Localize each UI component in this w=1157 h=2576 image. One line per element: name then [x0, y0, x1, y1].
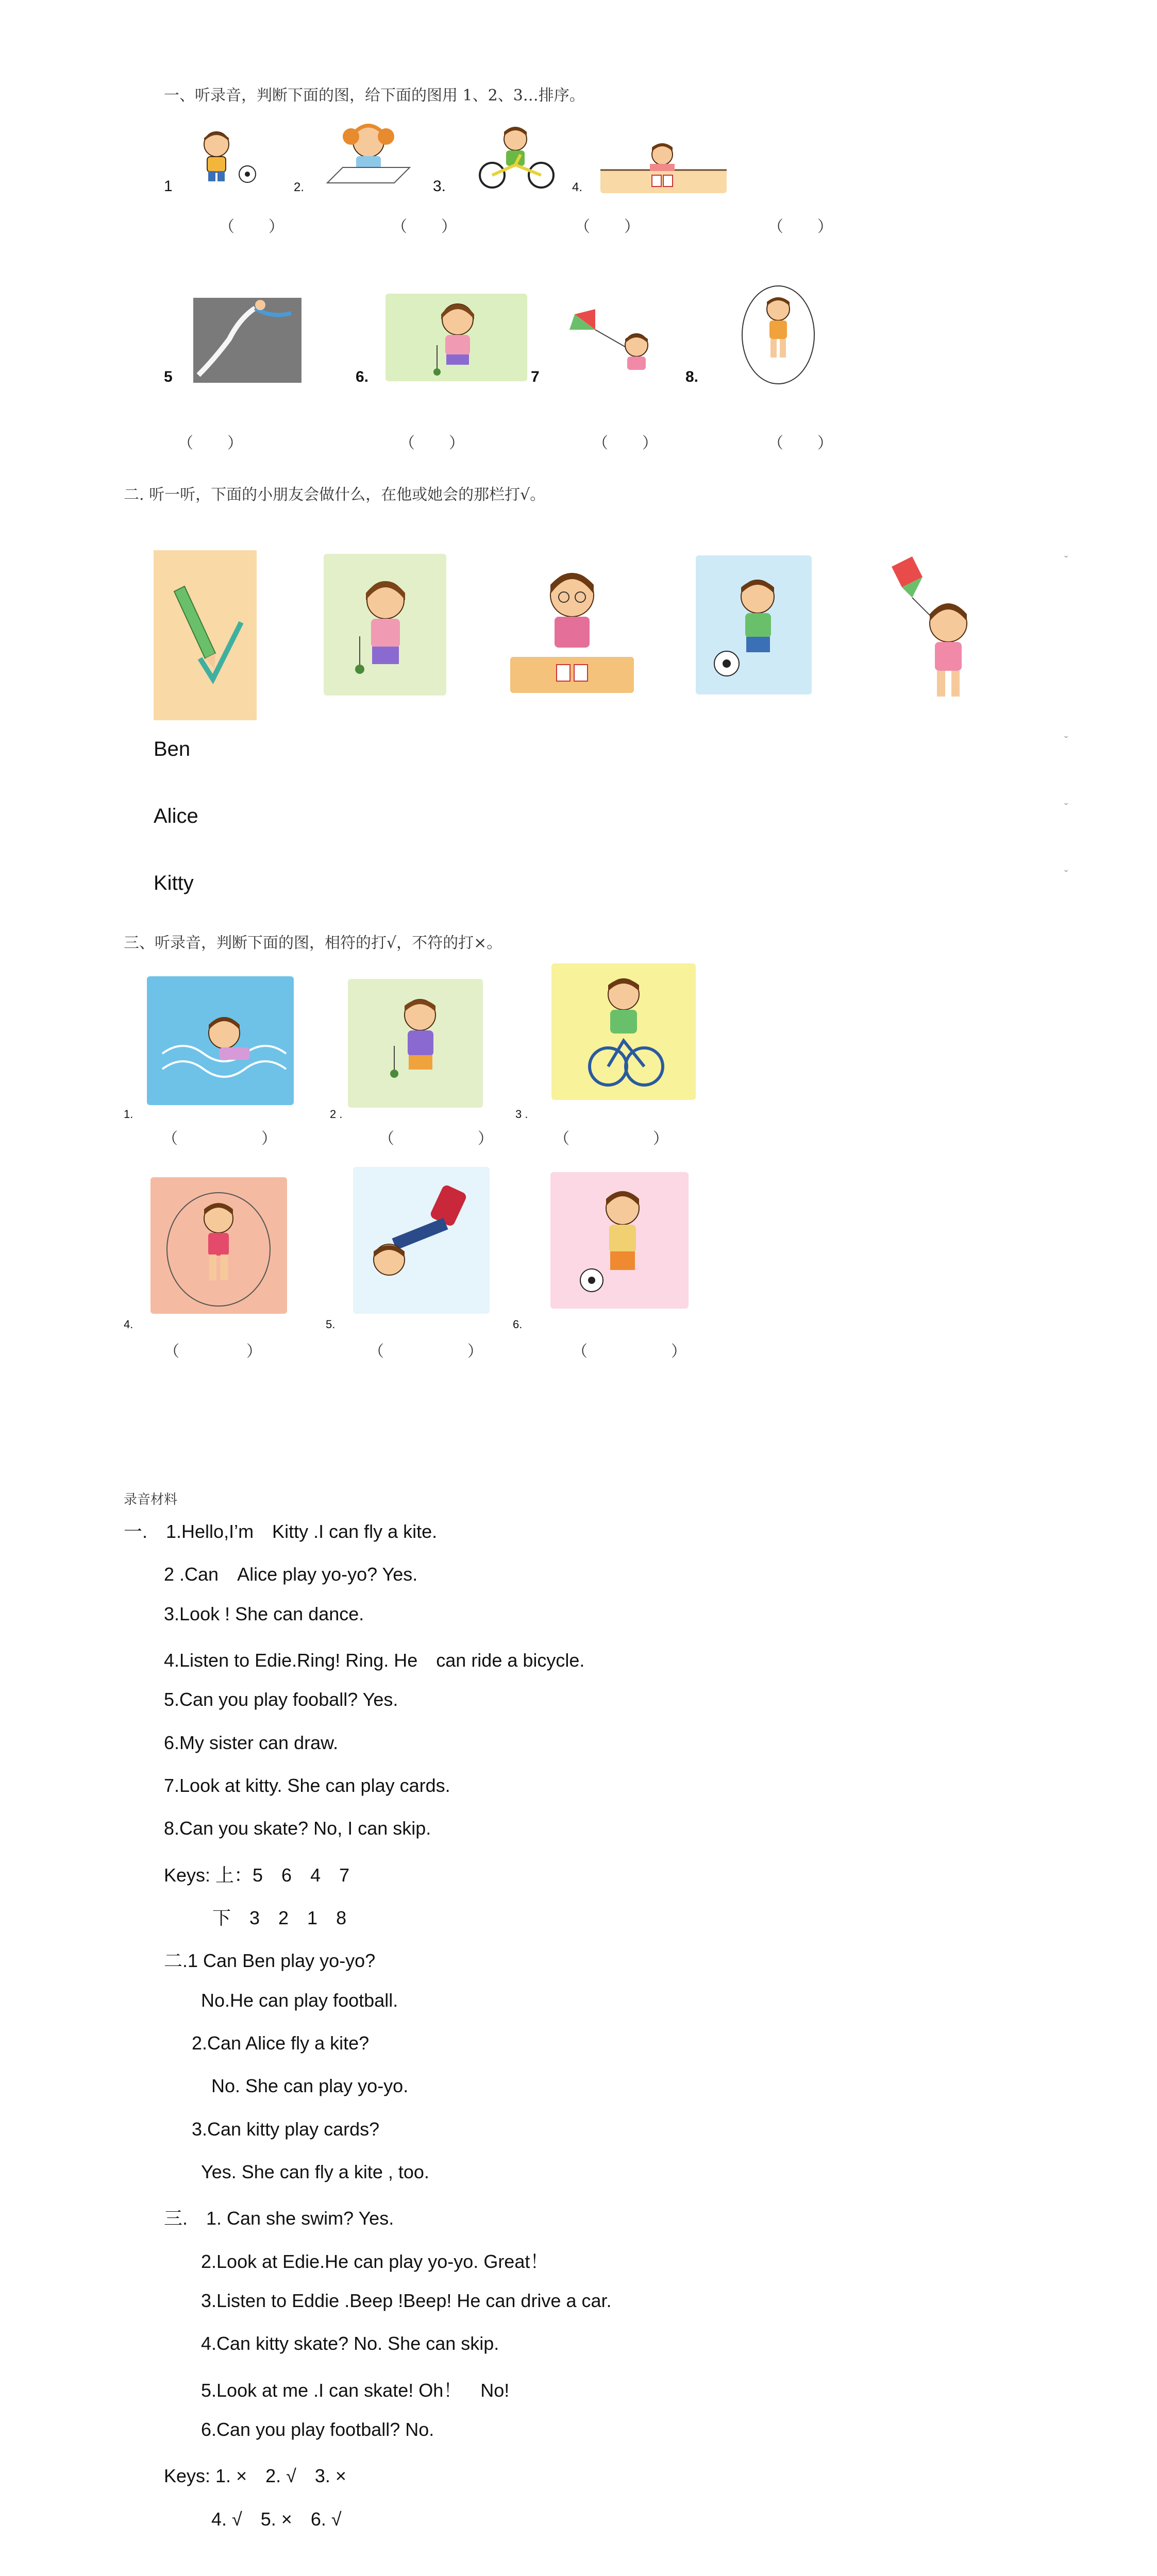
item-label-6: 6.	[356, 368, 369, 385]
script-line: 4.Listen to Edie.Ring! Ring. He can ride a bicycle.	[164, 1650, 585, 1671]
boy-skating-fall-icon	[353, 1167, 490, 1314]
boy-football-icon	[696, 555, 812, 694]
answer-blank[interactable]: （ ）	[368, 1343, 484, 1360]
item-label-3: 3 .	[515, 1108, 528, 1121]
script-line: 二.1 Can Ben play yo-yo?	[164, 1950, 376, 1971]
script-line: 6.Can you play football? No.	[201, 2419, 434, 2440]
girl-swimming-icon	[147, 976, 294, 1105]
pencil-check-icon	[154, 550, 257, 720]
item-label-7: 7	[531, 368, 540, 385]
script-line: 3.Listen to Eddie .Beep !Beep! He can drive a car.	[201, 2290, 612, 2311]
girl-kite-icon	[881, 556, 995, 711]
item-label-4: 4.	[124, 1318, 133, 1331]
answer-blank[interactable]: （ ）	[379, 1130, 494, 1147]
answer-blank[interactable]: （ ）	[593, 435, 659, 452]
item-label-8: 8.	[685, 368, 699, 385]
script-line: 7.Look at kitty. She can play cards.	[164, 1775, 450, 1796]
boy-yoyo-icon	[348, 979, 483, 1108]
script-line: 2.Can Alice fly a kite?	[192, 2032, 370, 2054]
answer-blank[interactable]: （ ）	[768, 435, 834, 452]
student-name-kitty: Kitty	[154, 872, 194, 894]
girl-yoyo-icon	[385, 294, 527, 381]
girl-skipping-icon	[734, 278, 822, 386]
girl-cards-icon	[510, 554, 634, 693]
girl-skipping-icon	[150, 1177, 287, 1314]
script-line: No. She can play yo-yo.	[211, 2075, 409, 2096]
girl-yoyo-icon	[324, 554, 446, 696]
script-line: 4.Can kitty skate? No. She can skip.	[201, 2333, 499, 2354]
script-line: 2.Look at Edie.He can play yo-yo. Great！	[201, 2251, 549, 2272]
section-2-title: 二. 听一听，下面的小朋友会做什么，在他或她会的那栏打√。	[124, 486, 546, 504]
skater-icon	[193, 298, 301, 383]
student-name-alice: Alice	[154, 805, 198, 827]
section-3-title: 三、听录音，判断下面的图，相符的打√，不符的打×。	[124, 934, 502, 952]
item-label-6: 6.	[513, 1318, 523, 1331]
item-label-5: 5.	[326, 1318, 336, 1331]
script-line: 三. 1. Can she swim? Yes.	[164, 2208, 394, 2229]
girl-football-icon	[550, 1172, 689, 1309]
item-label-1: 1.	[124, 1108, 133, 1121]
answer-keys: 4. √ 5. × 6. √	[211, 2509, 342, 2530]
boy-bicycle-icon	[551, 963, 696, 1100]
answer-blank[interactable]: （ ）	[399, 435, 465, 452]
answer-blank[interactable]: （ ）	[575, 218, 641, 235]
check-mark: ˇ	[1064, 868, 1068, 881]
item-label-2: 2.	[294, 180, 305, 194]
answer-blank[interactable]: （ ）	[164, 1343, 263, 1360]
item-label-4: 4.	[572, 180, 583, 194]
girl-drawing-icon	[317, 116, 420, 188]
script-line: Yes. She can fly a kite , too.	[201, 2161, 429, 2182]
answer-blank[interactable]: （ ）	[554, 1130, 669, 1147]
answer-blank[interactable]: （ ）	[392, 218, 458, 235]
item-label-1: 1	[164, 178, 173, 195]
answer-blank[interactable]: （ ）	[572, 1343, 688, 1360]
item-label-5: 5	[164, 368, 173, 385]
answer-keys: Keys: 1. × 2. √ 3. ×	[164, 2465, 346, 2486]
answer-blank[interactable]: （ ）	[768, 218, 834, 235]
answer-blank[interactable]: （ ）	[162, 1130, 278, 1147]
answer-blank[interactable]: （ ）	[219, 218, 285, 235]
script-line: 5.Look at me .I can skate! Oh！ No!	[201, 2380, 510, 2401]
script-line: 6.My sister can draw.	[164, 1732, 339, 1753]
section-1-title: 一、听录音，判断下面的图，给下面的图用 1、2、3…排序。	[164, 87, 585, 105]
answer-keys: Keys: 上：5 6 4 7	[164, 1865, 350, 1886]
student-name-ben: Ben	[154, 738, 191, 760]
script-line: No.He can play football.	[201, 1990, 398, 2011]
check-mark: ˇ	[1064, 734, 1068, 747]
script-line: 8.Can you skate? No, I can skip.	[164, 1818, 431, 1839]
check-mark: ˇ	[1064, 801, 1068, 814]
boy-bicycle-icon	[474, 124, 559, 191]
script-line: 一. 1.Hello,I’m Kitty .I can fly a kite.	[124, 1521, 438, 1542]
script-line: 3.Can kitty play cards?	[192, 2119, 380, 2140]
script-line: 5.Can you play fooball? Yes.	[164, 1689, 398, 1710]
answer-blank[interactable]: （ ）	[178, 435, 244, 452]
girl-kite-icon	[559, 309, 673, 376]
script-heading: 录音材料	[124, 1492, 178, 1507]
girl-cards-icon	[600, 139, 727, 193]
item-label-3: 3.	[433, 178, 446, 195]
check-mark: ˇ	[1064, 554, 1068, 567]
script-line: 3.Look ! She can dance.	[164, 1603, 364, 1624]
script-line: 2 .Can Alice play yo-yo? Yes.	[164, 1564, 418, 1585]
boy-football-icon	[186, 129, 268, 185]
answer-keys: 下 3 2 1 8	[212, 1907, 347, 1928]
item-label-2: 2 .	[330, 1108, 343, 1121]
